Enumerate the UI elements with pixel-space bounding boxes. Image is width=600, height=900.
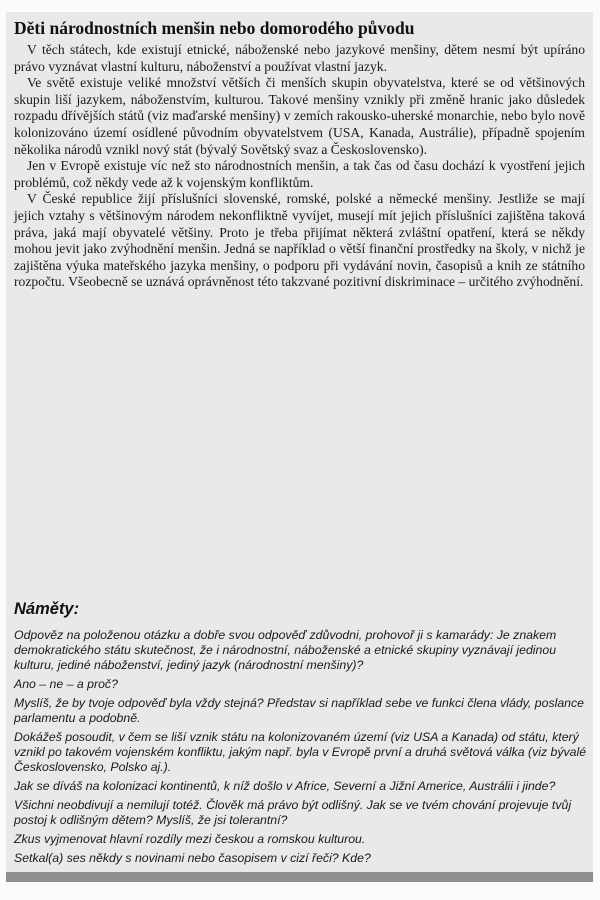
prompt-item: Jak se díváš na kolonizaci kontinentů, k níž došlo v Africe, Severní a Jižní Americe, Austrálii i jinde?: [14, 779, 556, 794]
paragraph: Ve světě existuje veliké množství větších či menších skupin obyvatelstva, které se od většinových skupin liší jazykem, náboženstvím, kulturou. Takové menšiny vznikly při změně hranic jako důsledek rozpadu dřívějších států (viz maďarské menšiny) v zemích rakousko-uherské monarchie, nebo bylo nově kolonizováno území osídlené původním obyvatelstvem (USA, Kanada, Austrálie), případně spojením několika národů vznikl nový stát (bývalý Sovětský svaz a Československo).: [14, 75, 585, 157]
prompt-item: Ano – ne – a proč?: [14, 677, 118, 692]
article-body: [14, 42, 585, 291]
prompt-item: Zkus vyjmenovat hlavní rozdíly mezi českou a romskou kulturou.: [14, 832, 366, 846]
prompt-item: Odpověz na položenou otázku a dobře svou odpověď zdůvodni, prohovoř ji s kamarády: Je znakem demokratického státu skutečnost, že i národnostní, náboženské a etnické skupiny vyznávají jedinou kulturu, jediné náboženství, jediný jazyk (národnostní menšiny)?: [14, 628, 557, 673]
bottom-band: [6, 872, 593, 882]
page-title: Děti národnostních menšin nebo domorodého původu: [14, 18, 415, 38]
content-panel: [6, 12, 593, 882]
paragraph: Jen v Evropě existuje víc než sto národnostních menšin, a tak čas od času dochází k vyostření jejich problémů, což někdy vede až k vojenským konfliktům.: [14, 158, 585, 190]
prompt-item: Všichni neobdivují a nemilují totéž. Člověk má právo být odlišný. Jak se ve tvém chování projevuje tvůj postoj k odlišným dětem? Myslíš, že jsi tolerantní?: [14, 798, 572, 828]
prompt-item: Myslíš, že by tvoje odpověď byla vždy stejná? Představ si například sebe ve funkci člena vlády, poslance parlamentu a podobně.: [14, 696, 584, 726]
section-heading: Náměty:: [14, 600, 80, 618]
prompt-item: Dokážeš posoudit, v čem se liší vznik státu na kolonizovaném území (viz USA a Kanada) od státu, který vznikl po takovém vojenském konfliktu, jakým např. byla v Evropě první a druhá světová válka (viz bývalé Československo, Polsko aj.).: [14, 730, 587, 775]
paragraph: V České republice žijí příslušníci slovenské, romské, polské a německé menšiny. Jestliže se mají jejich vztahy s většinovým národem nekonfliktně vyvíjet, musejí mít jejich příslušníci zajištěna taková práva, jaká mají obyvatelé většiny. Proto je třeba přijímat některá zvláštní opatření, která se někdy mohou jevit jako zvýhodnění menšin. Jedná se například o větší finanční prostředky na školy, v nichž je zajištěna výuka mateřského jazyka menšiny, o podporu při vydávání novin, časopisů a knih ze státního rozpočtu. Všeobecně se uznává oprávněnost této takzvané pozitivní diskriminace – určitého zvýhodnění.: [14, 191, 585, 290]
prompt-item: Setkal(a) ses někdy s novinami nebo časopisem v cizí řeči? Kde?: [14, 850, 371, 865]
paragraph: V těch státech, kde existují etnické, náboženské nebo jazykové menšiny, dětem nesmí být upíráno právo vyznávat vlastní kulturu, náboženství a používat vlastní jazyk.: [14, 42, 585, 74]
prompt-list: [14, 628, 589, 870]
